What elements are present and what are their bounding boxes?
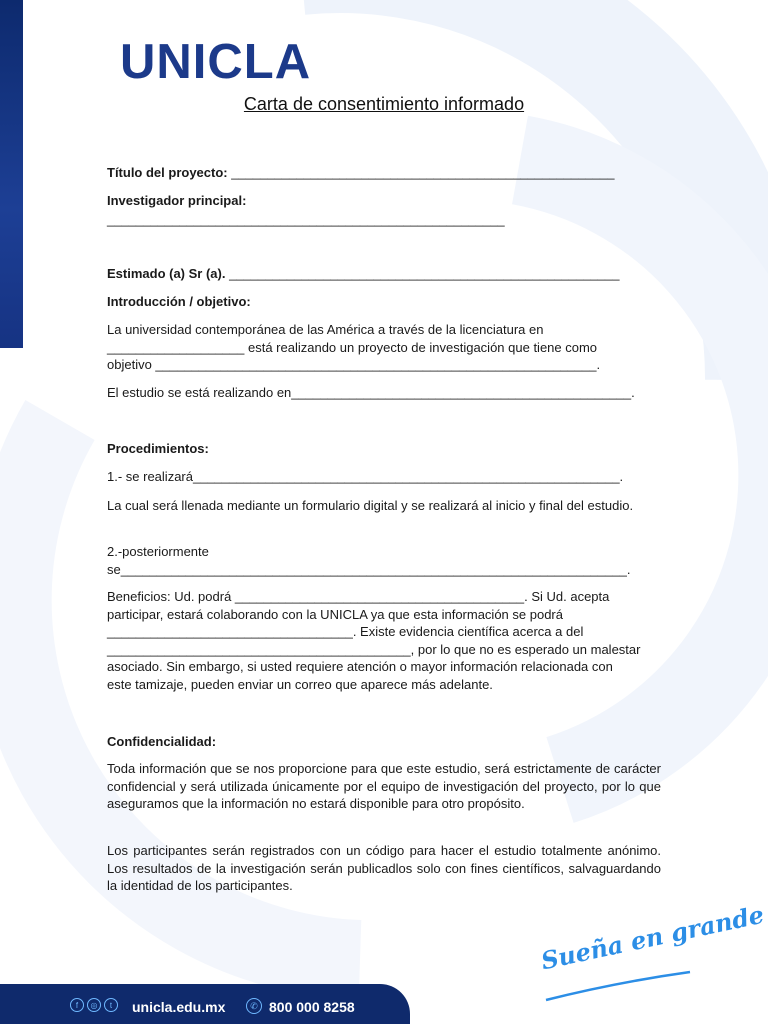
slogan-text: Sueña en grande (538, 899, 767, 976)
intro-line-2: ___________________ está realizando un proyecto de investigación que tiene como (107, 339, 598, 355)
procedure-step-1-note: La cual será llenada mediante un formulario digital y se realizará al inicio y final del estudio. (107, 498, 634, 513)
social-icons (70, 998, 118, 1012)
benefits-paragraph (107, 588, 661, 693)
unicla-logo (120, 35, 312, 89)
slogan-graphic (538, 899, 767, 1005)
facebook-icon[interactable]: f (70, 998, 84, 1012)
benefits-line-1: Beneficios: Ud. podrá ________________________________________. Si Ud. acepta (107, 589, 610, 604)
project-title-blank: _____________________________________________________ (227, 165, 615, 180)
benefits-line-2: participar, estará colaborando con la UNICLA ya que esta información se podrá (107, 606, 563, 622)
project-title-line (107, 164, 661, 182)
website-link[interactable]: unicla.edu.mx (132, 999, 226, 1015)
investigator-label: Investigador principal: (107, 193, 247, 208)
instagram-icon[interactable]: ◎ (87, 998, 101, 1012)
step-2-line-2: se______________________________________________________________________. (107, 561, 631, 577)
phone-icon: ✆ (246, 998, 262, 1014)
logo-text: UNICLA (120, 35, 312, 89)
benefits-line-3: __________________________________. Existe evidencia científica acerca a del (107, 624, 584, 639)
procedures-heading: Procedimientos: (107, 441, 209, 456)
step-2-line-1: 2.-posteriormente (107, 544, 209, 559)
intro-heading: Introducción / objetivo: (107, 294, 251, 309)
procedure-step-1: 1.- se realizará___________________________________________________________. (107, 469, 624, 484)
intro-paragraph (107, 321, 661, 374)
document-title: Carta de consentimiento informado (243, 94, 525, 114)
project-title-label: Título del proyecto: (107, 165, 228, 180)
procedure-step-2 (107, 543, 661, 578)
benefits-line-4: __________________________________________, por lo que no es esperado un malestar (107, 641, 641, 657)
phone-number[interactable]: 800 000 8258 (269, 999, 355, 1015)
benefits-line-5: asociado. Sin embargo, si usted requiere atención o mayor información relacionada con (107, 659, 613, 674)
intro-line-1: La universidad contemporánea de las América a través de la licenciatura en (107, 322, 544, 337)
investigator-blank: _______________________________________________________ (107, 212, 505, 227)
study-location: El estudio se está realizando en_______________________________________________. (107, 385, 635, 400)
confidentiality-paragraph-1: Toda información que se nos proporcione para que este estudio, será estrictamente de carácter confidencial y será utilizada únicamente por el equipo de investigación del proyecto, por lo que aseguramos que la información no estará disponible para otro propósito. (107, 761, 661, 811)
twitter-icon[interactable]: t (104, 998, 118, 1012)
left-accent-bar (0, 0, 23, 348)
greeting-line (107, 265, 661, 283)
intro-line-3: objetivo _____________________________________________________________. (107, 357, 601, 372)
confidentiality-heading: Confidencialidad: (107, 734, 217, 749)
greeting-label: Estimado (a) Sr (a). (107, 266, 226, 281)
footer-bar (0, 984, 410, 1024)
benefits-line-6: este tamizaje, pueden enviar un correo que aparece más adelante. (107, 676, 493, 692)
greeting-blank: ______________________________________________________ (225, 266, 620, 281)
confidentiality-paragraph-2: Los participantes serán registrados con un código para hacer el estudio totalmente anónimo. Los resultados de la investigación serán publicadlos solo con fines científicos, salvaguardando la identidad de los participantes. (107, 843, 661, 893)
